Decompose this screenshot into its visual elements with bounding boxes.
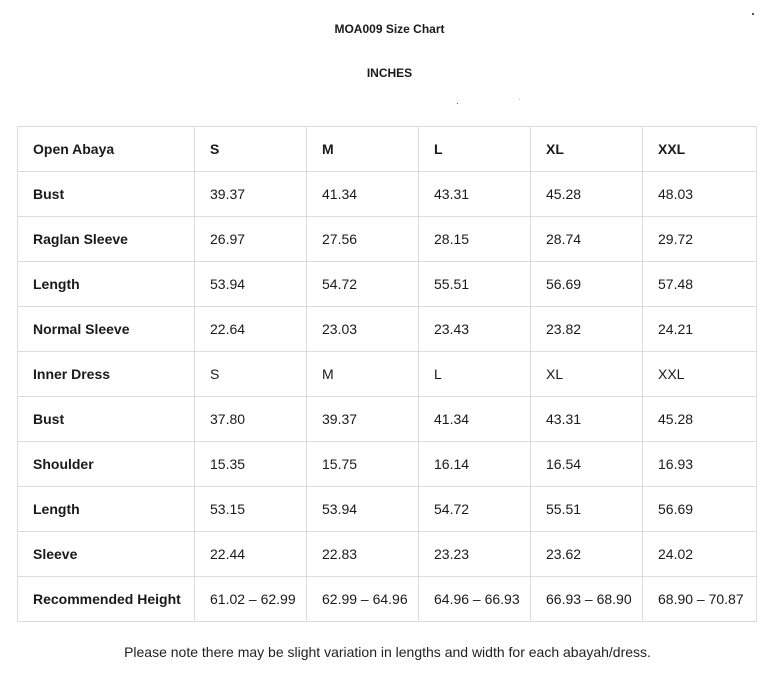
table-row [18, 172, 757, 217]
table-cell: 54.72 [307, 262, 419, 307]
header-cell: S [195, 127, 307, 172]
table-cell: 22.64 [195, 307, 307, 352]
table-cell: 45.28 [531, 172, 643, 217]
table-cell: 61.02 – 62.99 [195, 577, 307, 622]
chart-title: MOA009 Size Chart [334, 22, 445, 36]
table-cell: 28.15 [419, 217, 531, 262]
table-cell: 54.72 [419, 487, 531, 532]
row-label: Bust [18, 172, 195, 217]
row-label: Sleeve [18, 532, 195, 577]
table-cell: 55.51 [419, 262, 531, 307]
table-header-row [18, 127, 757, 172]
table-cell: 22.44 [195, 532, 307, 577]
unit-label: INCHES [366, 66, 413, 80]
table-cell: 27.56 [307, 217, 419, 262]
table-row [18, 577, 757, 622]
table-cell: M [307, 352, 419, 397]
table-cell: 43.31 [531, 397, 643, 442]
table-cell: 53.94 [307, 487, 419, 532]
table-cell: 26.97 [195, 217, 307, 262]
table-cell: 55.51 [531, 487, 643, 532]
table-row [18, 307, 757, 352]
table-cell: 48.03 [643, 172, 757, 217]
row-label: Recommended Height [18, 577, 195, 622]
row-label: Length [18, 487, 195, 532]
row-label: Inner Dress [18, 352, 195, 397]
table-cell: 15.35 [195, 442, 307, 487]
table-cell: 23.82 [531, 307, 643, 352]
table-row [18, 532, 757, 577]
table-cell: 24.02 [643, 532, 757, 577]
decorative-speck [519, 99, 520, 100]
header-cell: M [307, 127, 419, 172]
header-cell: XL [531, 127, 643, 172]
header-cell: XXL [643, 127, 757, 172]
table-row [18, 352, 757, 397]
row-label: Length [18, 262, 195, 307]
table-cell: 23.03 [307, 307, 419, 352]
table-row [18, 397, 757, 442]
row-label: Shoulder [18, 442, 195, 487]
table-cell: 15.75 [307, 442, 419, 487]
table-row [18, 442, 757, 487]
table-cell: 24.21 [643, 307, 757, 352]
table-cell: L [419, 352, 531, 397]
table-cell: 68.90 – 70.87 [643, 577, 757, 622]
header-cell: L [419, 127, 531, 172]
table-cell: 45.28 [643, 397, 757, 442]
table-cell: 43.31 [419, 172, 531, 217]
row-label: Raglan Sleeve [18, 217, 195, 262]
row-label: Normal Sleeve [18, 307, 195, 352]
table-cell: 23.23 [419, 532, 531, 577]
table-row [18, 487, 757, 532]
header-cell: Open Abaya [18, 127, 195, 172]
table-row [18, 262, 757, 307]
decorative-speck [457, 103, 458, 104]
table-cell: 23.62 [531, 532, 643, 577]
table-cell: XXL [643, 352, 757, 397]
table-row [18, 217, 757, 262]
variation-note: Please note there may be slight variation in lengths and width for each abayah/dress. [124, 644, 651, 660]
table-cell: 28.74 [531, 217, 643, 262]
table-cell: 41.34 [419, 397, 531, 442]
table-cell: 53.94 [195, 262, 307, 307]
table-cell: S [195, 352, 307, 397]
table-cell: 29.72 [643, 217, 757, 262]
table-cell: 39.37 [195, 172, 307, 217]
table-cell: 41.34 [307, 172, 419, 217]
table-cell: 16.54 [531, 442, 643, 487]
table-cell: 64.96 – 66.93 [419, 577, 531, 622]
table-cell: XL [531, 352, 643, 397]
table-cell: 53.15 [195, 487, 307, 532]
table-cell: 66.93 – 68.90 [531, 577, 643, 622]
table-cell: 56.69 [531, 262, 643, 307]
table-cell: 37.80 [195, 397, 307, 442]
table-cell: 62.99 – 64.96 [307, 577, 419, 622]
table-cell: 57.48 [643, 262, 757, 307]
size-chart-table [17, 126, 757, 622]
table-cell: 39.37 [307, 397, 419, 442]
table-cell: 16.93 [643, 442, 757, 487]
table-cell: 23.43 [419, 307, 531, 352]
table-cell: 56.69 [643, 487, 757, 532]
decorative-speck [752, 13, 754, 15]
row-label: Bust [18, 397, 195, 442]
table-cell: 16.14 [419, 442, 531, 487]
table-cell: 22.83 [307, 532, 419, 577]
